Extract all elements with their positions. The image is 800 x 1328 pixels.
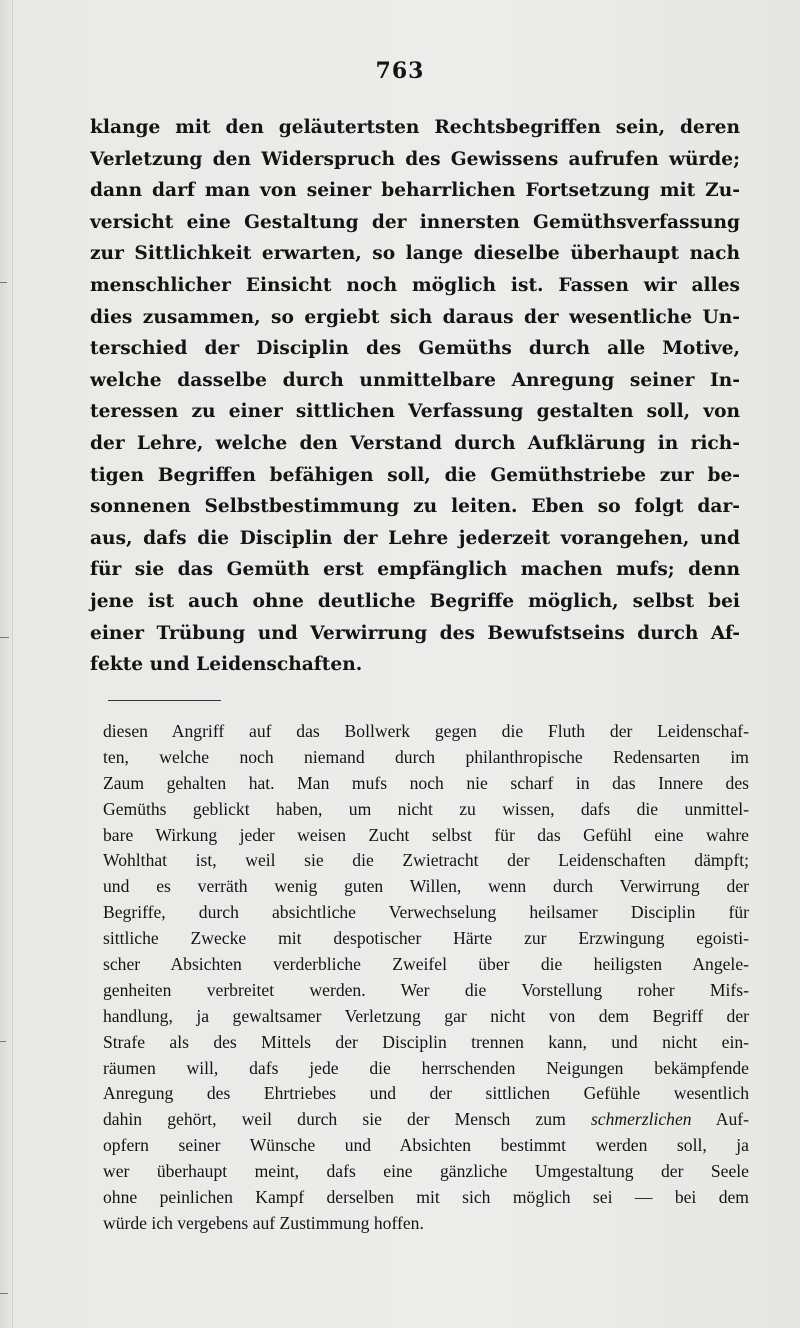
footnote-line: wer überhaupt meint, dafs eine gänzliche Umgestaltung der Seele (103, 1161, 749, 1182)
footnote-line: ohne peinlichen Kampf derselben mit sich möglich sei — bei dem (103, 1187, 749, 1208)
main-text-line: versicht eine Gestaltung der innersten Gemüthsverfassung (90, 211, 740, 233)
main-text-line: jene ist auch ohne deutliche Begriffe möglich, selbst bei (90, 590, 740, 612)
footnote-line-text: Auf- (715, 1109, 749, 1130)
footnote-separator (108, 700, 221, 701)
footnote-line: diesen Angriff auf das Bollwerk gegen die Fluth der Leidenschaf- (103, 721, 749, 741)
footnote-line: opfern seiner Wünsche und Absichten bestimmt werden soll, ja (103, 1135, 749, 1156)
main-text-line: dies zusammen, so ergiebt sich daraus der wesentliche Un- (90, 306, 740, 328)
main-text (90, 112, 740, 681)
footnote (103, 719, 749, 1237)
main-text-line: der Lehre, welche den Verstand durch Aufklärung in rich- (90, 432, 740, 454)
main-text-line: klange mit den geläutertsten Rechtsbegriffen sein, deren (90, 117, 740, 138)
footnote-emphasis: schmerzlichen (590, 1109, 692, 1130)
main-text-line: zur Sittlichkeit erwarten, so lange dieselbe überhaupt nach (90, 243, 740, 265)
page-number: 763 (375, 58, 425, 84)
main-text-line: dann darf man von seiner beharrlichen Fortsetzung mit Zu- (90, 180, 740, 202)
footnote-line: sittliche Zwecke mit despotischer Härte zur Erzwingung egoisti- (103, 928, 749, 949)
footnote-line: räumen will, dafs jede die herrschenden Neigungen bekämpfende (103, 1057, 749, 1078)
main-text-line: aus, dafs die Disciplin der Lehre jederzeit vorangehen, und (90, 527, 740, 549)
footnote-line: würde ich vergebens auf Zustimmung hoffen. (103, 1212, 424, 1233)
main-text-line: teressen zu einer sittlichen Verfassung gestalten soll, von (90, 401, 740, 423)
main-text-line: Verletzung den Widerspruch des Gewissens aufrufen würde; (90, 148, 740, 170)
footnote-line: bare Wirkung jeder weisen Zucht selbst für das Gefühl eine wahre (103, 824, 749, 845)
footnote-line: Anregung des Ehrtriebes und der sittlichen Gefühle wesentlich (103, 1083, 749, 1104)
main-text-line: tigen Begriffen befähigen soll, die Gemüthstriebe zur be- (90, 464, 740, 486)
main-text-line: einer Trübung und Verwirrung des Bewufstseins durch Af- (90, 622, 740, 644)
main-text-line: welche dasselbe durch unmittelbare Anregung seiner In- (90, 369, 740, 391)
footnote-line: genheiten verbreitet werden. Wer die Vorstellung roher Mifs- (103, 979, 749, 1000)
main-text-line: für sie das Gemüth erst empfänglich machen mufs; denn (90, 559, 740, 581)
footnote-line: Begriffe, durch absichtliche Verwechselung heilsamer Disciplin für (103, 902, 749, 923)
main-text-line: fekte und Leidenschaften. (90, 654, 363, 676)
footnote-line: handlung, ja gewaltsamer Verletzung gar nicht von dem Begriff der (103, 1005, 749, 1026)
footnote-line: ten, welche noch niemand durch philanthropische Redensarten im (103, 746, 749, 767)
footnote-line: Strafe als des Mittels der Disciplin trennen kann, und nicht ein- (103, 1031, 749, 1052)
footnote-line: Gemüths geblickt haben, um nicht zu wissen, dafs die unmittel- (103, 798, 749, 819)
footnote-line: und es verräth wenig guten Willen, wenn durch Verwirrung der (103, 876, 749, 897)
footnote-line (103, 1107, 749, 1133)
main-text-line: sonnenen Selbstbestimmung zu leiten. Eben so folgt dar- (90, 496, 740, 518)
footnote-line: scher Absichten verderbliche Zweifel über die heiligsten Angele- (103, 954, 749, 975)
page-edge (0, 0, 13, 1328)
main-text-line: menschlicher Einsicht noch möglich ist. Fassen wir alles (90, 274, 740, 296)
footnote-line-text: dahin gehört, weil durch sie der Mensch zum (103, 1109, 566, 1130)
main-text-line: terschied der Disciplin des Gemüths durch alle Motive, (90, 338, 740, 360)
footnote-line: Wohlthat ist, weil sie die Zwietracht der Leidenschaften dämpft; (103, 850, 749, 871)
footnote-line: Zaum gehalten hat. Man mufs noch nie scharf in das Innere des (103, 772, 749, 793)
